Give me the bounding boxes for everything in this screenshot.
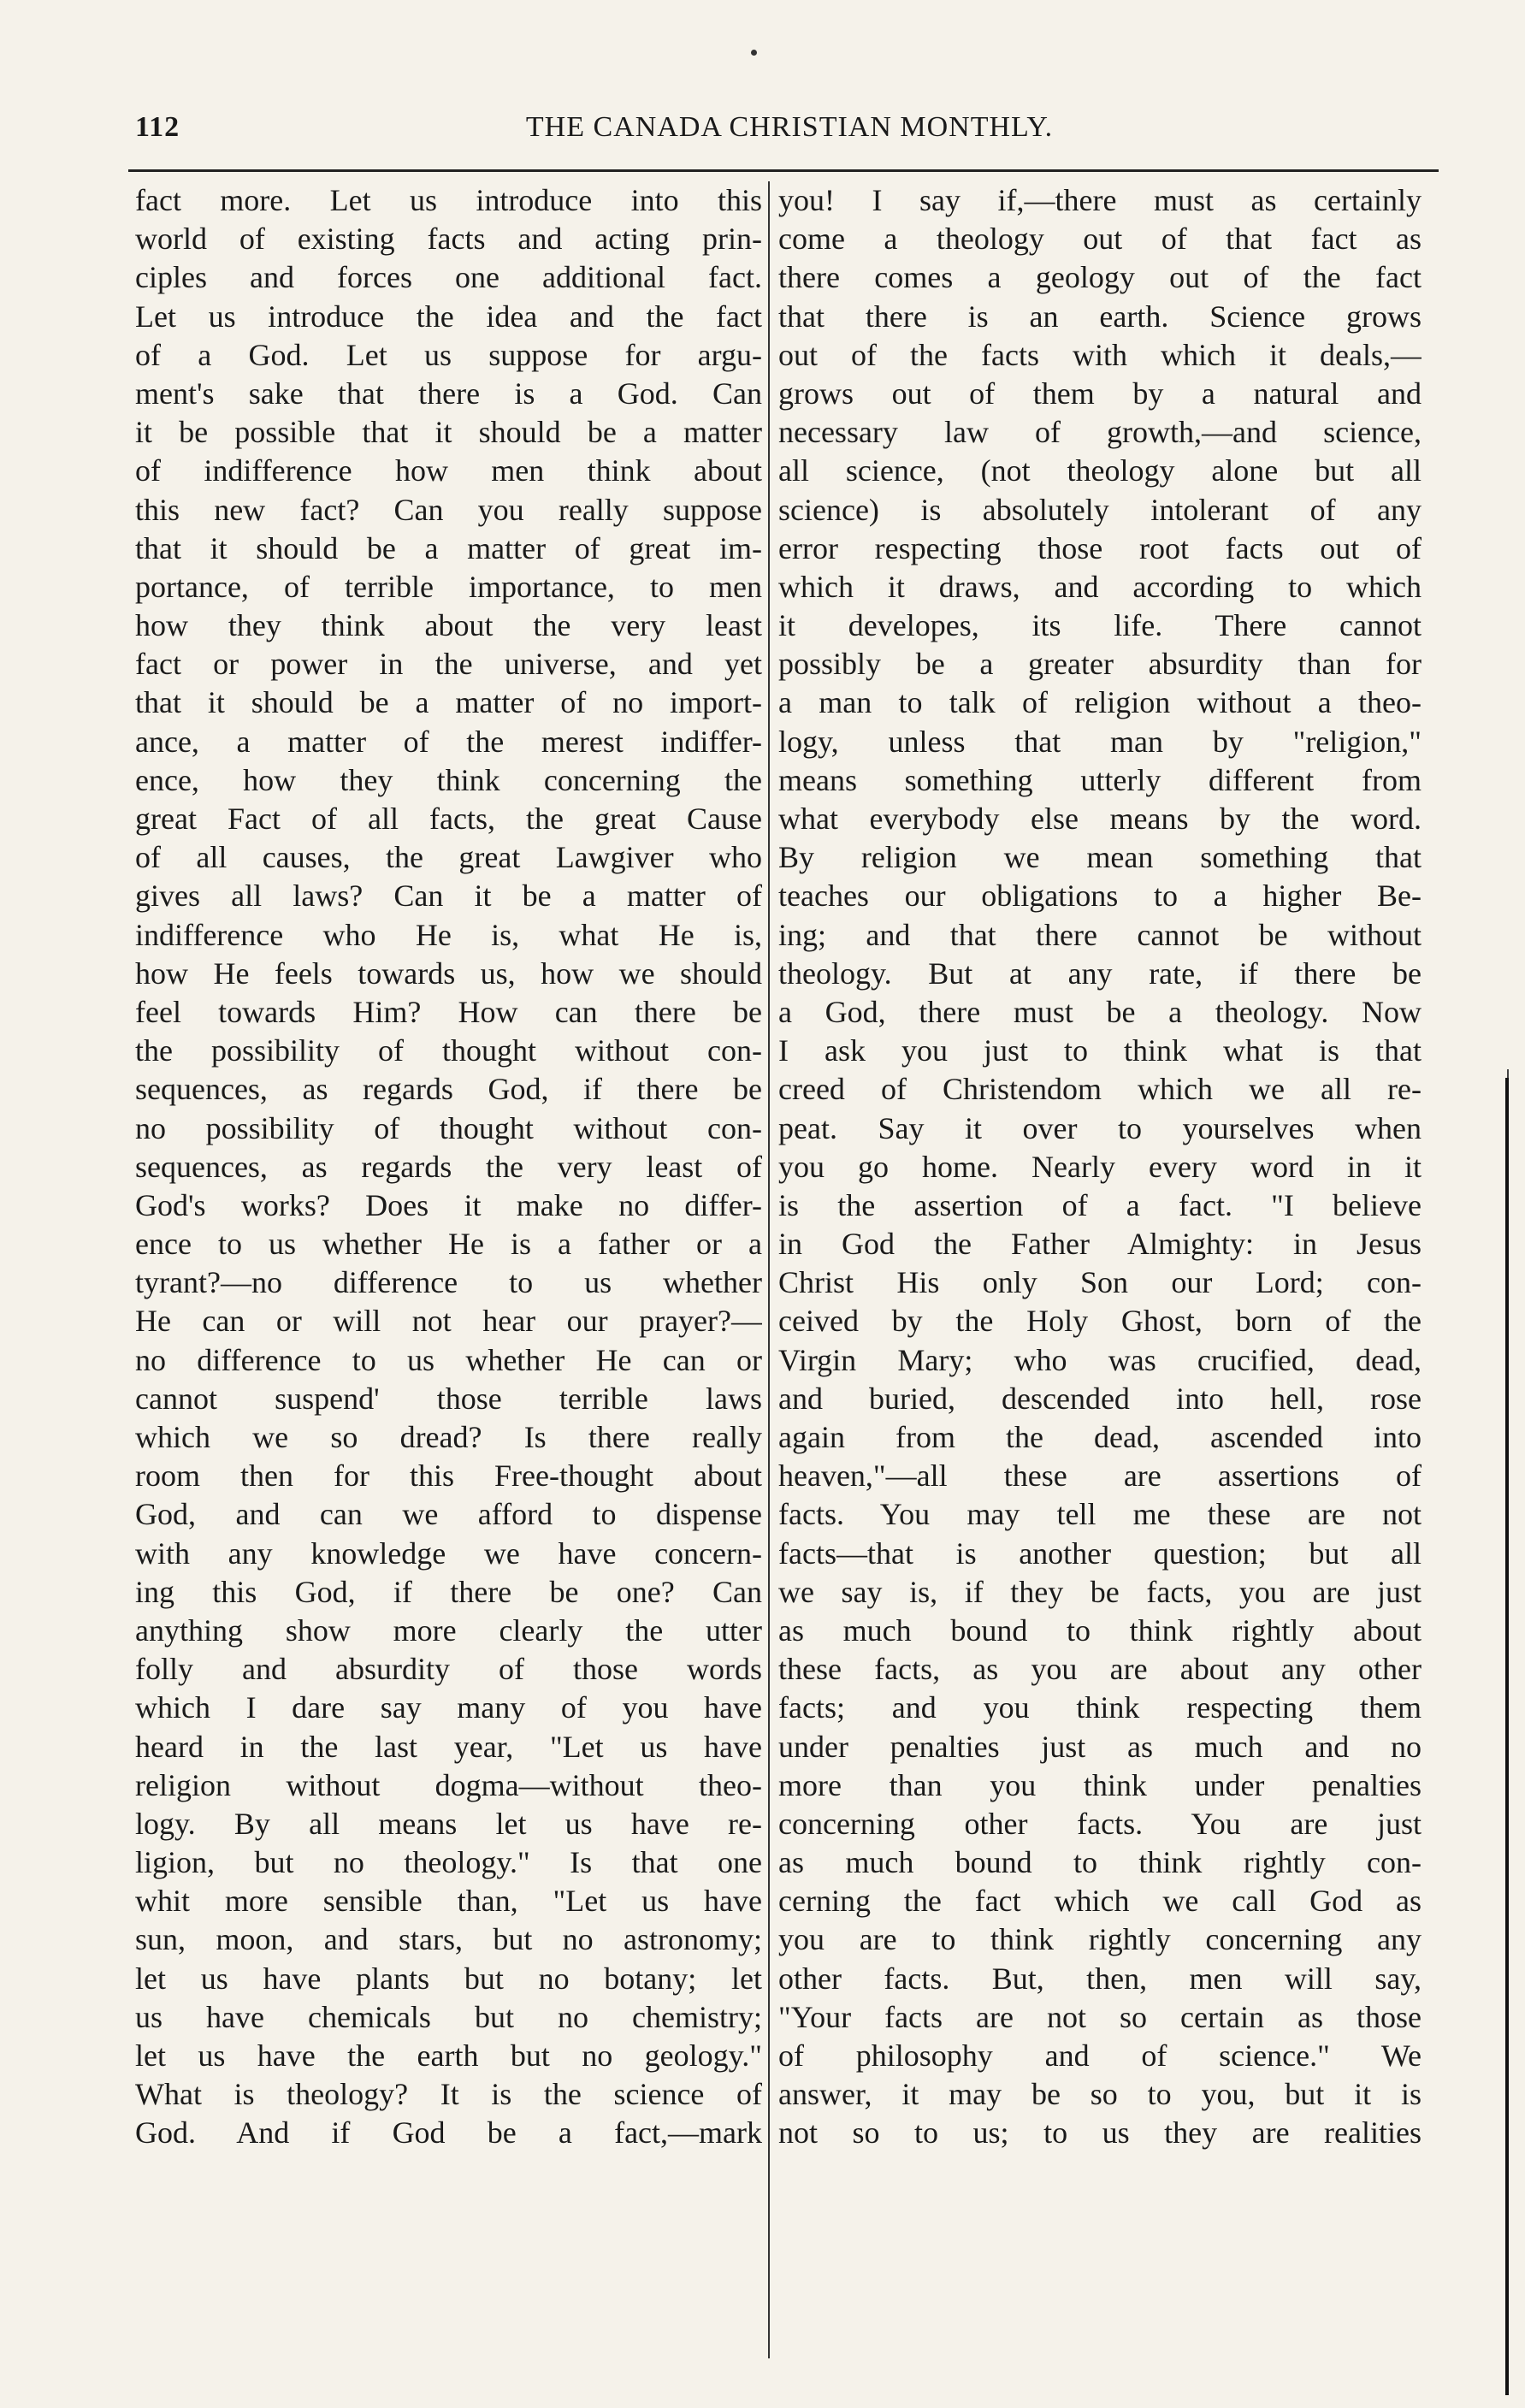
text-line: God's works? Does it make no differ- — [135, 1187, 762, 1222]
text-line: a God, there must be a theology. Now — [778, 994, 1422, 1029]
text-line: come a theology out of that fact as — [778, 222, 1422, 257]
text-line: of a God. Let us suppose for argu- — [135, 337, 762, 372]
text-line: "Your facts are not so certain as those — [778, 1999, 1422, 2034]
text-line: all science, (not theology alone but all — [778, 453, 1422, 488]
text-line: again from the dead, ascended into — [778, 1420, 1422, 1454]
header-rule — [128, 169, 1439, 172]
text-line: is the assertion of a fact. "I believe — [778, 1187, 1422, 1222]
text-line: more than you think under penalties — [778, 1767, 1422, 1802]
text-line: What is theology? It is the science of — [135, 2077, 762, 2112]
column-divider — [768, 181, 770, 2358]
text-line: anything show more clearly the utter — [135, 1612, 762, 1648]
text-line: theology. But at any rate, if there be — [778, 956, 1422, 991]
text-line: these facts, as you are about any other — [778, 1652, 1422, 1687]
text-line: you are to think rightly concerning any — [778, 1922, 1422, 1957]
text-line: Virgin Mary; who was crucified, dead, — [778, 1342, 1422, 1377]
text-line: logy. By all means let us have re- — [135, 1806, 762, 1841]
right-column — [778, 181, 1422, 2371]
text-line: fact or power in the universe, and yet — [135, 647, 762, 682]
text-line: and buried, descended into hell, rose — [778, 1381, 1422, 1416]
text-line: other facts. But, then, men will say, — [778, 1961, 1422, 1996]
text-line: concerning other facts. You are just — [778, 1806, 1422, 1841]
running-title: THE CANADA CHRISTIAN MONTHLY. — [525, 111, 1054, 143]
text-line: which it draws, and according to which — [778, 569, 1422, 604]
text-line: you! I say if,—there must as certainly — [778, 183, 1422, 217]
text-line: ing this God, if there be one? Can — [135, 1574, 762, 1609]
text-line: no possibility of thought without con- — [135, 1110, 762, 1145]
text-line: indifference who He is, what He is, — [135, 917, 762, 952]
text-line: what everybody else means by the word. — [778, 802, 1422, 836]
text-line: ing; and that there cannot be without — [778, 917, 1422, 952]
text-line: let us have the earth but no geology." — [135, 2038, 762, 2073]
text-line: ciples and forces one additional fact. — [135, 260, 762, 295]
page-header — [135, 111, 1444, 163]
text-line: it developes, its life. There cannot — [778, 608, 1422, 643]
text-line: feel towards Him? How can there be — [135, 994, 762, 1029]
text-line: it be possible that it should be a matter — [135, 415, 762, 450]
text-line: heard in the last year, "Let us have — [135, 1729, 762, 1764]
text-line: sequences, as regards the very least of — [135, 1149, 762, 1184]
text-line: that it should be a matter of no import- — [135, 685, 762, 720]
text-line: cannot suspend' those terrible laws — [135, 1381, 762, 1416]
text-line: the possibility of thought without con- — [135, 1033, 762, 1068]
text-line: room then for this Free-thought about — [135, 1458, 762, 1494]
text-line: Let us introduce the idea and the fact — [135, 299, 762, 334]
text-line: religion without dogma—without theo- — [135, 1767, 762, 1802]
text-line: great Fact of all facts, the great Cause — [135, 802, 762, 836]
text-line: which I dare say many of you have — [135, 1690, 762, 1725]
text-line: answer, it may be so to you, but it is — [778, 2077, 1422, 2112]
page-number: 112 — [135, 111, 180, 143]
text-line: error respecting those root facts out of — [778, 530, 1422, 565]
text-line: how He feels towards us, how we should — [135, 956, 762, 991]
text-line: folly and absurdity of those words — [135, 1652, 762, 1687]
text-line: this new fact? Can you really suppose — [135, 492, 762, 527]
text-line: facts—that is another question; but all — [778, 1535, 1422, 1571]
text-line: that it should be a matter of great im- — [135, 530, 762, 565]
text-line: as much bound to think rightly con- — [778, 1845, 1422, 1880]
text-line: ance, a matter of the merest indiffer- — [135, 724, 762, 759]
text-line: God. And if God be a fact,—mark — [135, 2115, 762, 2151]
text-line: ence to us whether He is a father or a — [135, 1227, 762, 1262]
text-line: no difference to us whether He can or — [135, 1342, 762, 1377]
text-line: which we so dread? Is there really — [135, 1420, 762, 1454]
text-line: gives all laws? Can it be a matter of — [135, 879, 762, 914]
text-line: sequences, as regards God, if there be — [135, 1072, 762, 1107]
text-line: logy, unless that man by "religion," — [778, 724, 1422, 759]
text-line: in God the Father Almighty: in Jesus — [778, 1227, 1422, 1262]
text-line: necessary law of growth,—and science, — [778, 415, 1422, 450]
text-line: a man to talk of religion without a theo- — [778, 685, 1422, 720]
text-line: heaven,"—all these are assertions of — [778, 1458, 1422, 1494]
text-line: cerning the fact which we call God as — [778, 1884, 1422, 1919]
text-line: there comes a geology out of the fact — [778, 260, 1422, 295]
text-line: that there is an earth. Science grows — [778, 299, 1422, 334]
text-line: with any knowledge we have concern- — [135, 1535, 762, 1571]
text-line: whit more sensible than, "Let us have — [135, 1884, 762, 1919]
text-line: ligion, but no theology." Is that one — [135, 1845, 762, 1880]
text-line: peat. Say it over to yourselves when — [778, 1110, 1422, 1145]
left-column — [135, 181, 762, 2371]
text-line: I ask you just to think what is that — [778, 1033, 1422, 1068]
text-line: Christ His only Son our Lord; con- — [778, 1265, 1422, 1300]
text-line: ence, how they think concerning the — [135, 762, 762, 797]
text-line: sun, moon, and stars, but no astronomy; — [135, 1922, 762, 1957]
text-line: ment's sake that there is a God. Can — [135, 376, 762, 411]
text-line: He can or will not hear our prayer?— — [135, 1304, 762, 1339]
text-line: facts. You may tell me these are not — [778, 1497, 1422, 1532]
text-line: of all causes, the great Lawgiver who — [135, 840, 762, 875]
text-line: of indifference how men think about — [135, 453, 762, 488]
text-line: not so to us; to us they are realities — [778, 2115, 1422, 2151]
text-line: tyrant?—no difference to us whether — [135, 1265, 762, 1300]
text-line: By religion we mean something that — [778, 840, 1422, 875]
text-line: let us have plants but no botany; let — [135, 1961, 762, 1996]
text-line: possibly be a greater absurdity than for — [778, 647, 1422, 682]
text-line: you go home. Nearly every word in it — [778, 1149, 1422, 1184]
text-line: us have chemicals but no chemistry; — [135, 1999, 762, 2034]
text-line: means something utterly different from — [778, 762, 1422, 797]
text-line: as much bound to think rightly about — [778, 1612, 1422, 1648]
text-line: of philosophy and of science." We — [778, 2038, 1422, 2073]
text-line: grows out of them by a natural and — [778, 376, 1422, 411]
text-line: out of the facts with which it deals,— — [778, 337, 1422, 372]
text-line: we say is, if they be facts, you are just — [778, 1574, 1422, 1609]
text-line: ceived by the Holy Ghost, born of the — [778, 1304, 1422, 1339]
text-line: teaches our obligations to a higher Be- — [778, 879, 1422, 914]
ink-dot — [751, 50, 757, 56]
text-line: science) is absolutely intolerant of any — [778, 492, 1422, 527]
margin-rule — [1505, 1078, 1509, 2395]
text-line: God, and can we afford to dispense — [135, 1497, 762, 1532]
text-line: facts; and you think respecting them — [778, 1690, 1422, 1725]
text-line: how they think about the very least — [135, 608, 762, 643]
text-line: fact more. Let us introduce into this — [135, 183, 762, 217]
text-line: creed of Christendom which we all re- — [778, 1072, 1422, 1107]
text-line: under penalties just as much and no — [778, 1729, 1422, 1764]
text-line: world of existing facts and acting prin- — [135, 222, 762, 257]
text-line: portance, of terrible importance, to men — [135, 569, 762, 604]
